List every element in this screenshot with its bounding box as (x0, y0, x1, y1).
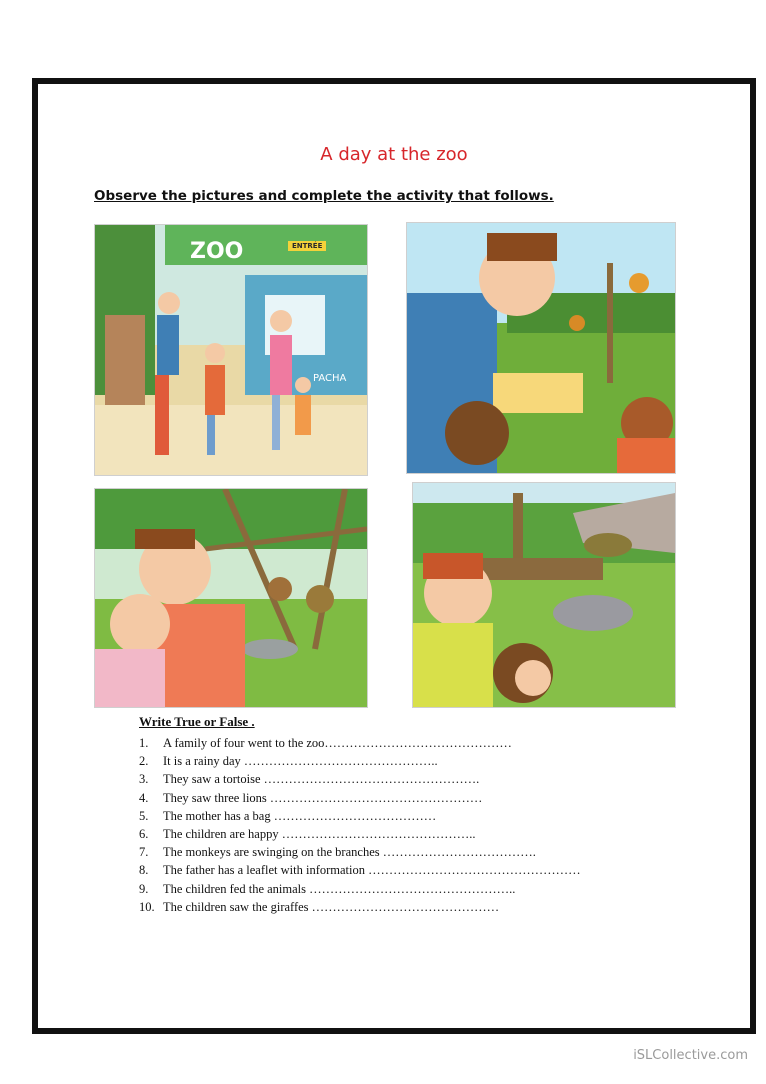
question-item: 7. The monkeys are swinging on the branches ………………………………. (139, 845, 536, 860)
question-item: 9. The children fed the animals ………………………………………….. (139, 881, 516, 896)
question-item: 1. A family of four went to the zoo……………………………………… (139, 736, 512, 750)
question-item: 3. They saw a tortoise ……………………………………………. (139, 772, 480, 787)
zoo-sign: ZOO (190, 239, 244, 264)
question-item: 4. They saw three lions …………………………………………… (139, 790, 483, 805)
question-list (139, 734, 581, 916)
picture-monkeys-leaflet (406, 222, 676, 474)
worksheet-frame (32, 78, 756, 1034)
pacha-sign: PACHA (313, 373, 347, 384)
picture-zoo-entrance (94, 224, 368, 476)
question-item: 8. The father has a leaflet with information …………………………………………… (139, 863, 581, 878)
exercise-title: Write True or False . (139, 714, 255, 729)
entree-sign: ENTRÉE (288, 241, 326, 251)
question-item: 6. The children are happy ……………………………………….. (139, 827, 476, 842)
question-item: 2. It is a rainy day ……………………………………….. (139, 754, 438, 769)
picture-tortoise (412, 482, 676, 708)
instruction-text: Observe the pictures and complete the activity that follows. (94, 188, 554, 204)
watermark: iSLCollective.com (633, 1048, 748, 1063)
worksheet-title: A day at the zoo (320, 144, 468, 165)
question-item: 5. The mother has a bag ………………………………… (139, 808, 437, 823)
question-item: 10. The children saw the giraffes ……………………………………… (139, 899, 500, 914)
picture-monkey-enclosure (94, 488, 368, 708)
